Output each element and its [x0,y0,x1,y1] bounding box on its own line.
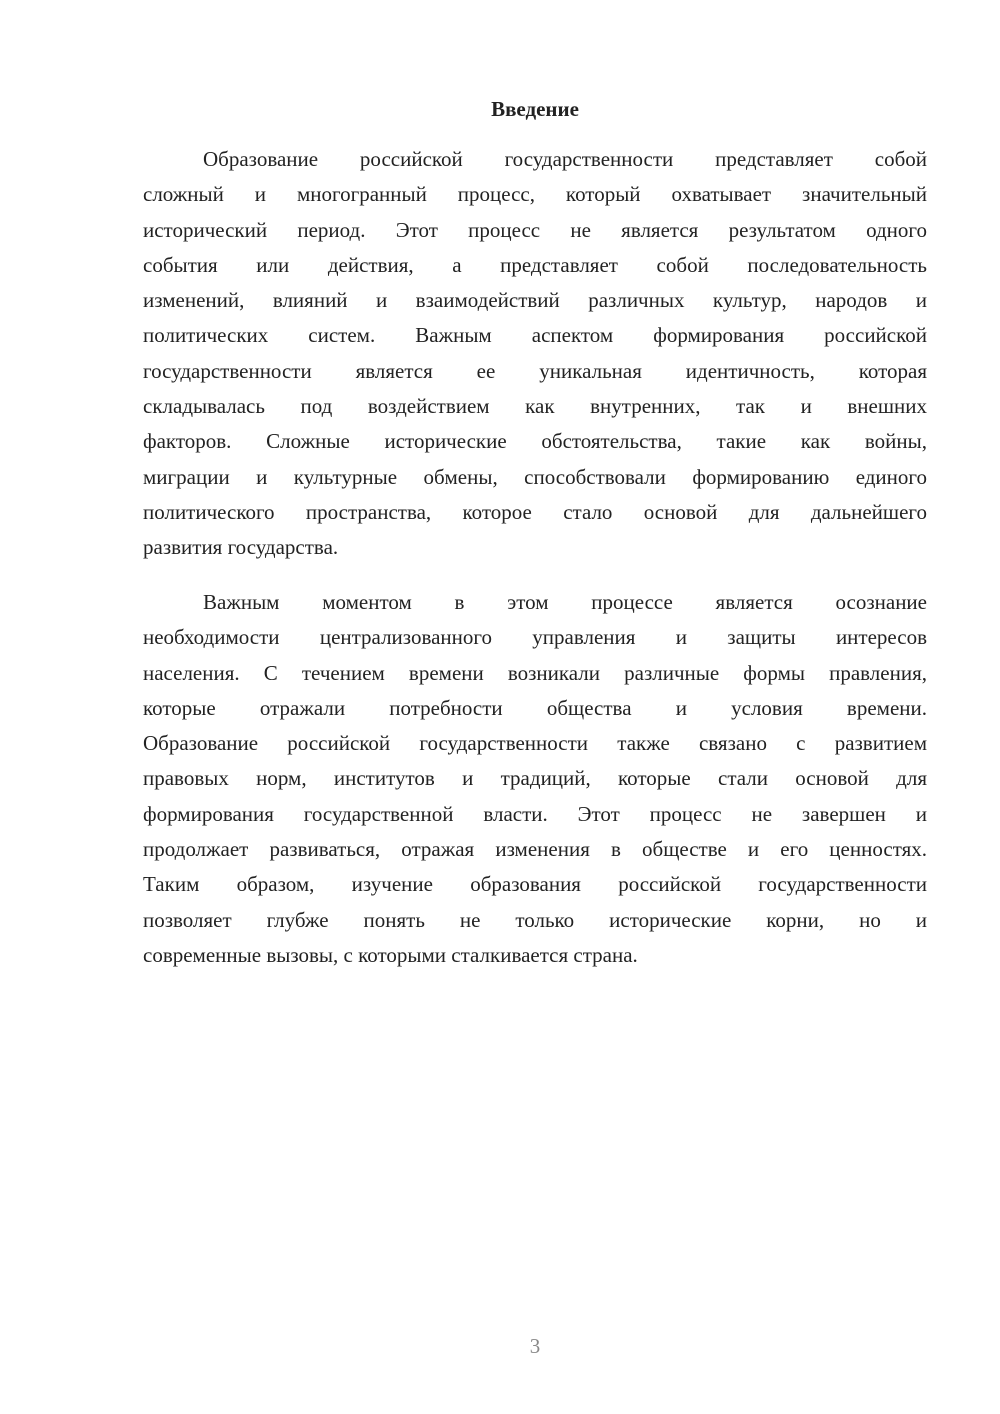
text-line: Таким образом, изучение образования российской государственности [143,872,927,897]
text-line: развития государства. [143,535,339,560]
text-line: складывалась под воздействием как внутренних, так и внешних [143,394,927,419]
text-line: Важным моментом в этом процессе является осознание [203,590,927,614]
text-line: необходимости централизованного управления и защиты интересов [143,625,927,650]
text-line: политических систем. Важным аспектом формирования российской [143,323,927,348]
text-line: исторический период. Этот процесс не является результатом одного [143,217,927,242]
text-line: события или действия, а представляет собой последовательность [143,252,927,277]
text-line: сложный и многогранный процесс, который охватывает значительный [143,182,927,207]
page-number: 3 [529,1334,541,1358]
text-line: Образование российской государственности представляет собой [203,147,927,171]
text-line: государственности является ее уникальная идентичность, которая [143,358,927,383]
paragraph-2 [143,585,927,973]
text-line: населения. С течением времени возникали различные формы правления, [143,660,927,685]
text-line: современные вызовы, с которыми сталкивается страна. [143,942,638,967]
text-line: позволяет глубже понять не только исторические корни, но и [143,907,927,932]
text-line: изменений, влияний и взаимодействий различных культур, народов и [143,288,927,313]
text-line: правовых норм, институтов и традиций, которые стали основой для [143,766,927,791]
section-heading: Введение [491,97,579,121]
text-line: Образование российской государственности также связано с развитием [143,731,927,756]
paragraph-1 [143,142,927,566]
text-line: продолжает развиваться, отражая изменения в обществе и его ценностях. [143,837,927,862]
text-line: миграции и культурные обмены, способствовали формированию единого [143,464,927,489]
text-line: которые отражали потребности общества и условия времени. [143,695,927,720]
text-line: формирования государственной власти. Этот процесс не завершен и [143,801,927,826]
text-line: политического пространства, которое стало основой для дальнейшего [143,499,927,524]
text-line: факторов. Сложные исторические обстоятельства, такие как войны, [143,429,927,454]
